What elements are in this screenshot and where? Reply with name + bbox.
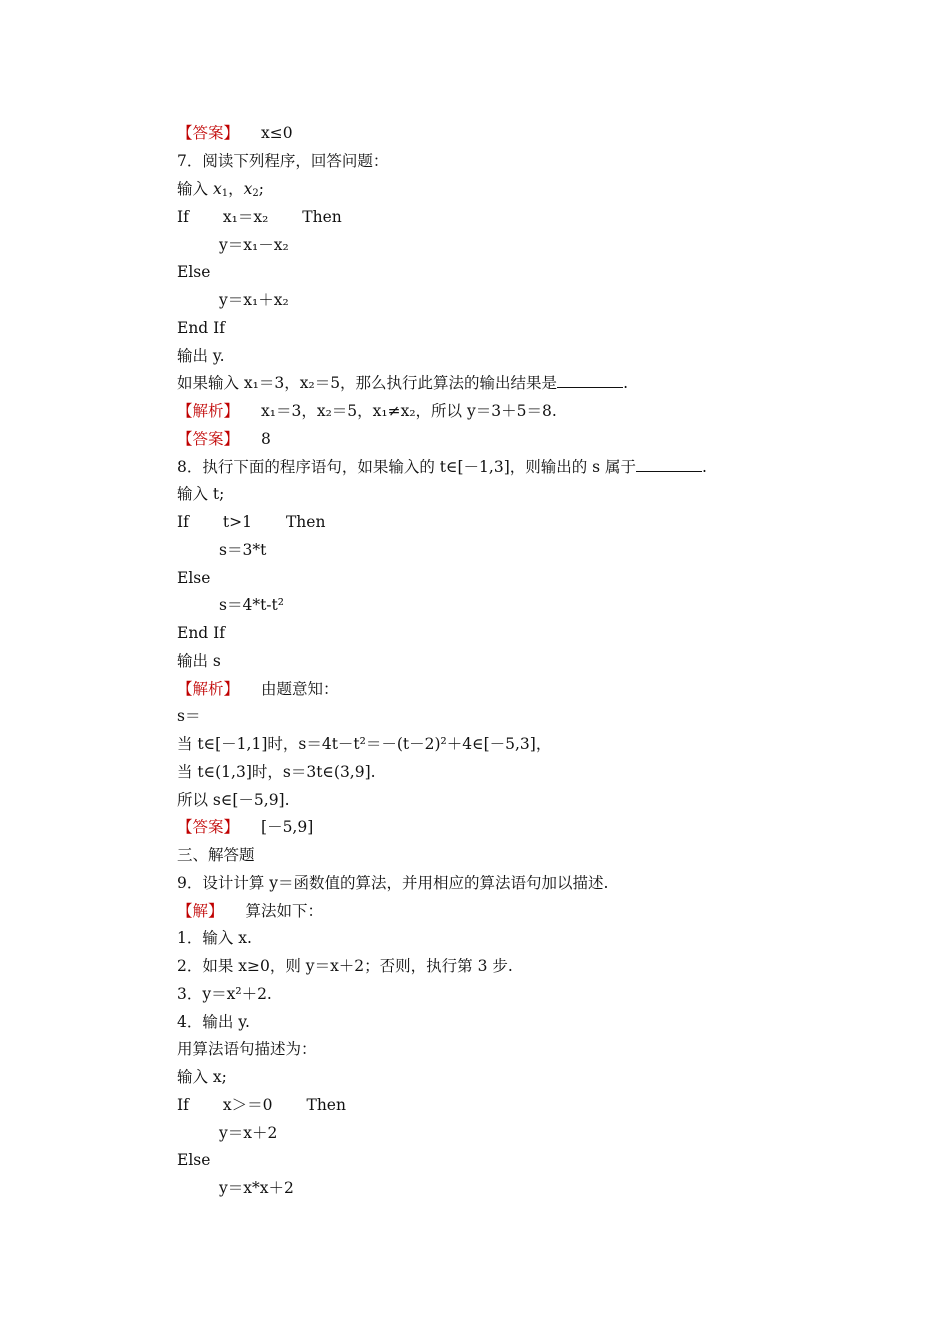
q9-title: 9．设计计算 y＝函数值的算法，并用相应的算法语句加以描述. — [177, 874, 609, 892]
answer-blank — [557, 372, 623, 388]
q9-condition: x＞＝0 — [222, 1096, 273, 1114]
q9-desc: 用算法语句描述为： — [177, 1040, 317, 1058]
q7-analysis — [177, 399, 557, 423]
analysis-tag: 【解析】 — [177, 680, 240, 698]
q8-output: 输出 s — [177, 652, 221, 670]
q9-y-else: y＝x*x＋2 — [219, 1179, 294, 1197]
q8-s-then: s＝3*t — [219, 541, 267, 559]
q9-step4: 4．输出 y. — [177, 1013, 250, 1031]
q9-input: 输入 x; — [177, 1068, 227, 1086]
q7-question: 如果输入 x₁＝3，x₂＝5，那么执行此算法的输出结果是 . — [177, 374, 628, 392]
q7-y-minus: y＝x₁－x₂ — [219, 236, 289, 254]
answer-tag: 【答案】 — [177, 818, 240, 836]
q8-input: 输入 t; — [177, 485, 225, 503]
q8-title-text: 8．执行下面的程序语句，如果输入的 t∈[－1,3]，则输出的 s 属于 — [177, 458, 637, 476]
q7-question-text: 如果输入 x₁＝3，x₂＝5，那么执行此算法的输出结果是 — [177, 374, 558, 392]
q7-y-plus: y＝x₁＋x₂ — [219, 291, 289, 309]
q9-solution-text: 算法如下： — [245, 902, 324, 920]
q7-answer-value: 8 — [261, 430, 271, 448]
analysis-tag: 【解析】 — [177, 402, 240, 420]
q8-s-eq: s＝ — [177, 707, 201, 725]
q9-if-keyword: If — [177, 1096, 189, 1114]
q8-s-else: s＝4*t-t² — [219, 596, 284, 614]
q8-endif: End If — [177, 624, 226, 642]
answer-tag: 【答案】 — [177, 430, 240, 448]
q7-endif: End If — [177, 319, 226, 337]
q7-answer — [177, 427, 271, 451]
q7-if-keyword: If — [177, 208, 189, 226]
q9-step1: 1．输入 x. — [177, 929, 252, 947]
q9-then-keyword: Then — [306, 1096, 346, 1114]
q8-case2: 当 t∈(1,3]时，s＝3t∈(3,9]. — [177, 763, 376, 781]
q8-else: Else — [177, 569, 211, 587]
section-3-heading: 三、解答题 — [177, 846, 255, 864]
q9-if-line — [177, 1093, 346, 1117]
q7-input-label: 输入 — [177, 180, 209, 198]
q9-solution — [177, 899, 323, 923]
q8-analysis-text: 由题意知： — [261, 680, 339, 698]
q9-step2: 2．如果 x≥0，则 y＝x＋2；否则，执行第 3 步. — [177, 957, 513, 975]
q7-analysis-text: x₁＝3，x₂＝5，x₁≠x₂，所以 y＝3＋5＝8. — [261, 402, 557, 420]
q8-answer-value: [－5,9] — [261, 818, 314, 836]
q7-title: 7．阅读下列程序，回答问题： — [177, 152, 389, 170]
q7-then-keyword: Then — [302, 208, 342, 226]
q8-analysis — [177, 677, 339, 701]
q9-else: Else — [177, 1151, 211, 1169]
q8-conclusion: 所以 s∈[－5,9]. — [177, 791, 290, 809]
solution-tag: 【解】 — [177, 902, 224, 920]
q7-else: Else — [177, 263, 211, 281]
answer-6-value: x≤0 — [261, 124, 293, 142]
q7-condition: x₁＝x₂ — [222, 208, 269, 226]
q7-input: 输入 $x_1$，$x_2$; — [177, 180, 264, 199]
q7-output: 输出 y. — [177, 347, 225, 365]
q7-if-line — [177, 205, 342, 229]
q8-case1: 当 t∈[－1,1]时，s＝4t－t²＝－(t－2)²＋4∈[－5,3]， — [177, 735, 552, 753]
answer-blank — [636, 456, 702, 472]
q8-then-keyword: Then — [285, 513, 326, 531]
q8-if-keyword: If — [177, 513, 189, 531]
q9-y-then: y＝x＋2 — [219, 1124, 278, 1142]
q8-if-line — [177, 510, 325, 534]
q8-title: 8．执行下面的程序语句，如果输入的 t∈[－1,3]，则输出的 s 属于 . — [177, 458, 707, 476]
q8-condition: t>1 — [222, 513, 252, 531]
q9-step3: 3．y＝x²＋2. — [177, 985, 272, 1003]
answer-line-6 — [177, 121, 293, 145]
answer-tag: 【答案】 — [177, 124, 240, 142]
q8-answer — [177, 815, 313, 839]
